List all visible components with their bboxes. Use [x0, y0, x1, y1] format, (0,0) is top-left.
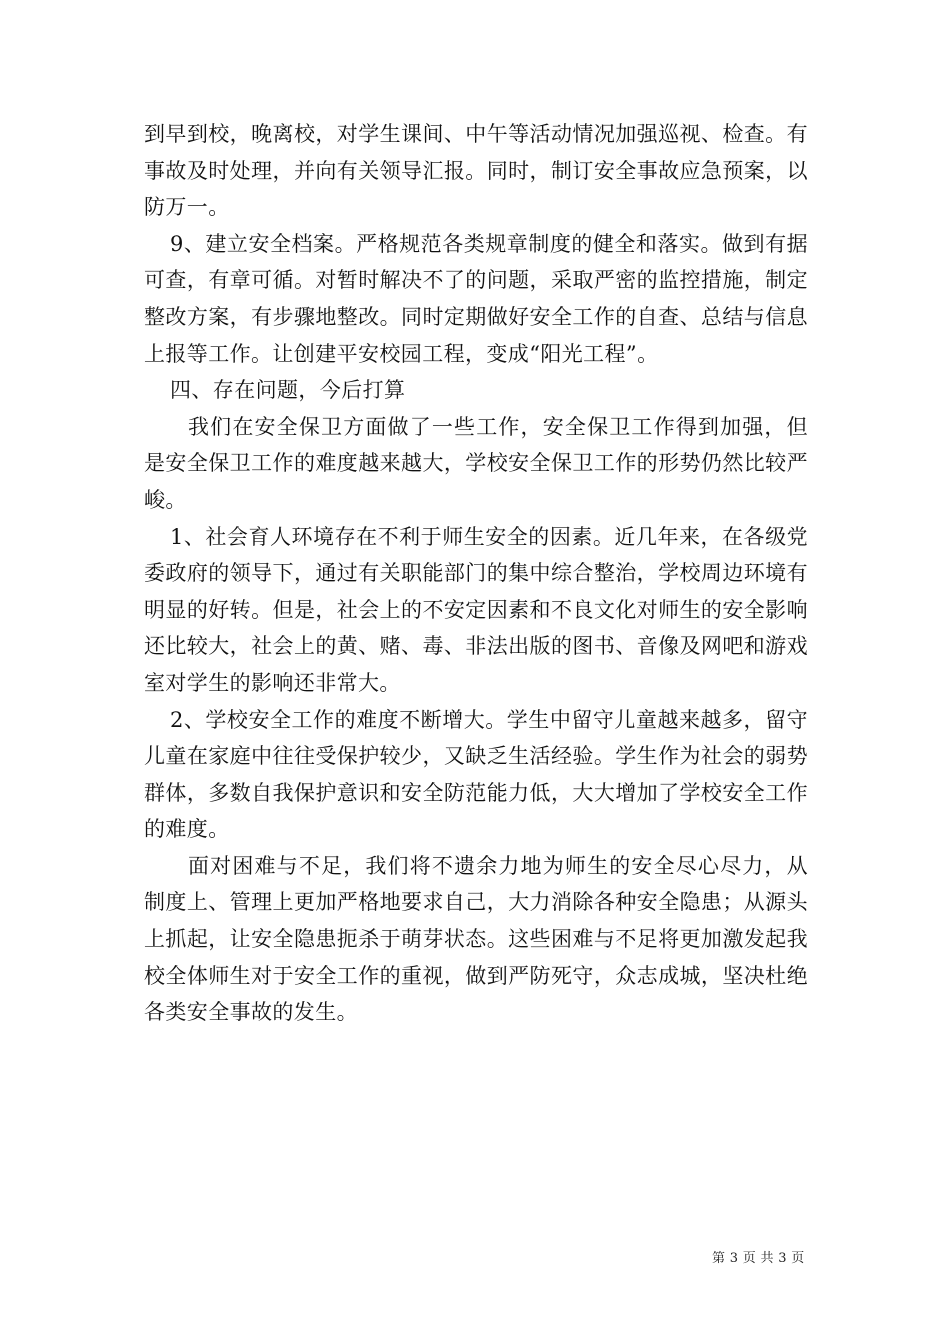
section-heading-problems-plans: 四、存在问题，今后打算 [170, 378, 406, 403]
paragraph-conclusion: 面对困难与不足，我们将不遗余力地为师生的安全尽心尽力，从制度上、管理上更加严格地要求自己，大力消除各种安全隐患；从源头上抓起，让安全隐患扼杀于萌芽状态。这些困难与不足将更加激发起我校全体师生对于安全工作的重视，做到严防死守，众志成城，坚决杜绝各类安全事故的发生。 [144, 853, 808, 1025]
paragraph-item-1: 1、社会育人环境存在不利于师生安全的因素。近几年来，在各级党委政府的领导下，通过有关职能部门的集中综合整治，学校周边环境有明显的好转。但是，社会上的不安定因素和不良文化对师生的安全影响还比较大，社会上的黄、赌、毒、非法出版的图书、音像及网吧和游戏室对学生的影响还非常大。 [144, 524, 808, 695]
document-body [144, 116, 808, 1031]
paragraph-item-9: 9、建立安全档案。严格规范各类规章制度的健全和落实。做到有据可查，有章可循。对暂时解决不了的问题，采取严密的监控措施，制定整改方案，有步骤地整改。同时定期做好安全工作的自查、总结与信息上报等工作。让创建平安校园工程，变成“阳光工程”。 [144, 231, 808, 366]
paragraph-intro: 我们在安全保卫方面做了一些工作，安全保卫工作得到加强，但是安全保卫工作的难度越来越大，学校安全保卫工作的形势仍然比较严峻。 [144, 414, 808, 512]
paragraph-continued: 到早到校，晚离校，对学生课间、中午等活动情况加强巡视、检查。有事故及时处理，并向有关领导汇报。同时，制订安全事故应急预案，以防万一。 [144, 122, 808, 220]
page-number: 第 3 页 共 3 页 [712, 1251, 805, 1266]
paragraph-item-2: 2、学校安全工作的难度不断增大。学生中留守儿童越来越多，留守儿童在家庭中往往受保护较少，又缺乏生活经验。学生作为社会的弱势群体，多数自我保护意识和安全防范能力低，大大增加了学校安全工作的难度。 [144, 707, 808, 842]
